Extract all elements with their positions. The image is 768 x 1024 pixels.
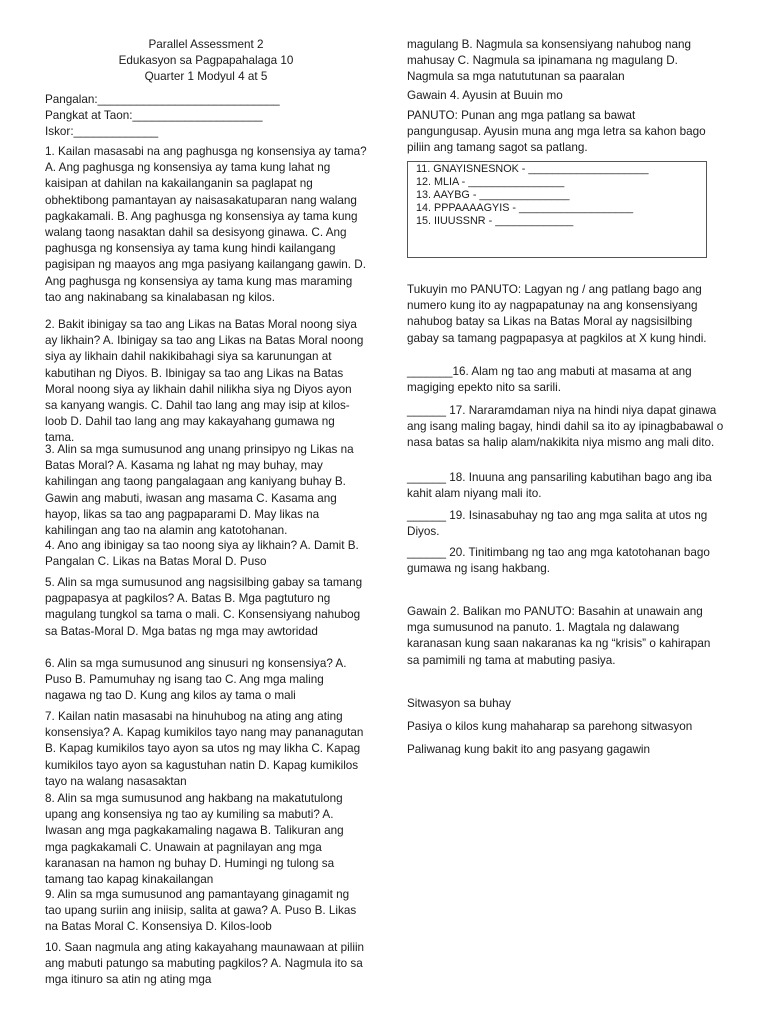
gawain4-panuto: PANUTO: Punan ang mga patlang sa bawat pangungusap. Ayusin muna ang mga letra sa kahon bago piliin ang tamang sagot sa patlang.: [407, 109, 706, 155]
tukuyin-item-20: ______ 20. Tinitimbang ng tao ang mga katotohanan bago gumawa ng isang hakbang.: [407, 546, 710, 576]
tukuyin-item-18: ______ 18. Inuuna ang pansariling kabutihan bago ang iba kahit alam niyang mali ito.: [407, 471, 712, 501]
tukuyin-panuto: Tukuyin mo PANUTO: Lagyan ng / ang patlang bago ang numero kung ito ay nagpapatunay na ang konsensiyang nahubog batay sa Likas na Batas Moral ay nagsisilbing gabay sa tamang pagpapasya at pagkilos at X kung hindi.: [407, 283, 707, 345]
question-1: 1. Kailan masasabi na ang paghusga ng konsensiya ay tama? A. Ang paghusga ng konsensiya ay tama kung lahat ng kaisipan at dahilan na kakailanganin sa paglapat ng obhektibong pamantayan ay naisasakatuparan nang walang pagkakamali. B. Ang paghusga ng konsensiya ay tama kung walang taong nasaktan dahil sa desisyong ginawa. C. Ang paghusga ng konsensiya ay tama kung hindi kailangang pagisipan ng maayos ang mga pasiyang kailangang gawin. D. Ang paghusga ng konsensiya ay tama kung mas maraming tao ang nakinabang sa kinalabasan ng kilos.: [45, 145, 367, 304]
question-2: 2. Bakit ibinigay sa tao ang Likas na Batas Moral noong siya ay likhain? A. Ibinigay sa tao ang Likas na Batas Moral noong siya ay likhain dahil nakikibahagi siya sa karunungan at kabutihan ng Diyos. B. Ibinigay sa tao ang Likas na Batas Moral noong siya ay likhain dahil nilikha siya ng Diyos ayon sa kanyang wangis. C. Dahil tao lang ang may isip at kilos-loob D. Dahil tao lang ang may kakayahang gumawa ng tama.: [45, 318, 364, 445]
document-quarter: Quarter 1 Modyul 4 at 5: [144, 70, 268, 84]
tukuyin-item-17: ______ 17. Nararamdaman niya na hindi niya dapat ginawa ang isang maling bagay, hindi dahil sa ito ay ipinagbabawal o nasa batas sa halip alam/nakikita niya mismo ang mali dito.: [407, 404, 724, 450]
name-field: Pangalan:____________________________: [45, 93, 280, 106]
pasiya-label: Pasiya o kilos kung mahaharap sa parehong sitwasyon: [407, 720, 693, 733]
question-10: 10. Saan nagmula ang ating kakayahang maunawaan at piliin ang mabuti patungo sa mabuting pagkilos? A. Nagmula ito sa mga itinuro sa atin ng ating mga: [45, 941, 365, 987]
scrambled-item-14: 14. PPPAAAAGYIS - ___________________: [416, 202, 634, 214]
document-subject: Edukasyon sa Pagpapahalaga 10: [118, 54, 294, 68]
scrambled-item-12: 12. MLIA - ________________: [416, 176, 565, 188]
tukuyin-item-19: ______ 19. Isinasabuhay ng tao ang mga salita at utos ng Diyos.: [407, 509, 708, 539]
question-8: 8. Alin sa mga sumusunod ang hakbang na makatutulong upang ang konsensiya ng tao ay kumiling sa mabuti? A. Iwasan ang mga pagkakamaling nagawa B. Talikuran ang mga pagkakamali C. Unawain at pagnilayan ang mga karanasan na hamon ng buhay D. Humingi ng tulong sa tamang tao kapag kinakailangan: [45, 792, 344, 887]
paliwanag-label: Paliwanag kung bakit ito ang pasyang gagawin: [407, 743, 651, 756]
scrambled-words-box: [407, 161, 707, 258]
tukuyin-item-16: _______16. Alam ng tao ang mabuti at masama at ang magiging epekto nito sa sarili.: [407, 365, 692, 395]
question-4: 4. Ano ang ibinigay sa tao noong siya ay likhain? A. Damit B. Pangalan C. Likas na Batas Moral D. Puso: [45, 539, 359, 569]
document-title: Parallel Assessment 2: [148, 38, 264, 51]
question-5: 5. Alin sa mga sumusunod ang nagsisilbing gabay sa tamang pagpapasya at pagkilos? A. Batas B. Mga pagtuturo ng magulang tungkol sa tama o mali. C. Konsensiyang nahubog sa Batas-Moral D. Mga batas ng mga may awtoridad: [45, 576, 363, 638]
scrambled-item-15: 15. IIUUSSNR - _____________: [416, 215, 574, 227]
gawain4-title: Gawain 4. Ayusin at Buuin mo: [407, 89, 563, 102]
student-fields: [45, 92, 367, 141]
question-9: 9. Alin sa mga sumusunod ang pamantayang ginagamit ng tao upang suriin ang iniisip, salita at gawa? A. Puso B. Likas na Batas Moral C. Konsensiya D. Kilos-loob: [45, 888, 357, 934]
grade-field: Pangkat at Taon:____________________: [45, 109, 263, 123]
question-10-continued: magulang B. Nagmula sa konsensiyang nahubog nang mahusay C. Nagmula sa ipinamana ng magulang D. Nagmula sa mga natututunan sa paaralan: [407, 38, 691, 84]
gawain2-instructions: Gawain 2. Balikan mo PANUTO: Basahin at unawain ang mga sumusunod na panuto. 1. Magtala ng dalawang karanasan kung saan nakaranas ka ng “krisis” o kahirapan sa pamimili ng tama at mabuting pasiya.: [407, 605, 711, 667]
scrambled-item-13: 13. AAYBG - _______________: [416, 189, 570, 201]
document-header: [45, 37, 367, 86]
scrambled-item-11: 11. GNAYISNESNOK - ____________________: [416, 163, 649, 175]
question-6: 6. Alin sa mga sumusunod ang sinusuri ng konsensiya? A. Puso B. Pamumuhay ng isang tao C. Ang mga maling nagawa ng tao D. Kung ang kilos ay tama o mali: [45, 657, 347, 703]
question-3: 3. Alin sa mga sumusunod ang unang prinsipyo ng Likas na Batas Moral? A. Kasama ng lahat ng may buhay, may kahilingan ang taong pangalagaan ang kaniyang buhay B. Gawin ang mabuti, iwasan ang masama C. Kasama ang hayop, likas sa tao ang pagpaparami D. May likas na kahilingan ang tao na alamin ang katotohanan.: [45, 443, 354, 538]
sitwasyon-label: Sitwasyon sa buhay: [407, 697, 511, 710]
score-field: Iskor:_____________: [45, 125, 159, 139]
question-7: 7. Kailan natin masasabi na hinuhubog na ating ang ating konsensiya? A. Kapag kumikilos tayo nang may pananagutan B. Kapag kumikilos tayo ayon sa utos ng may likha C. Kapag kumikilos tayo ayon sa kagustuhan natin D. Kapag kumikilos tayo na walang nasasaktan: [45, 710, 364, 788]
